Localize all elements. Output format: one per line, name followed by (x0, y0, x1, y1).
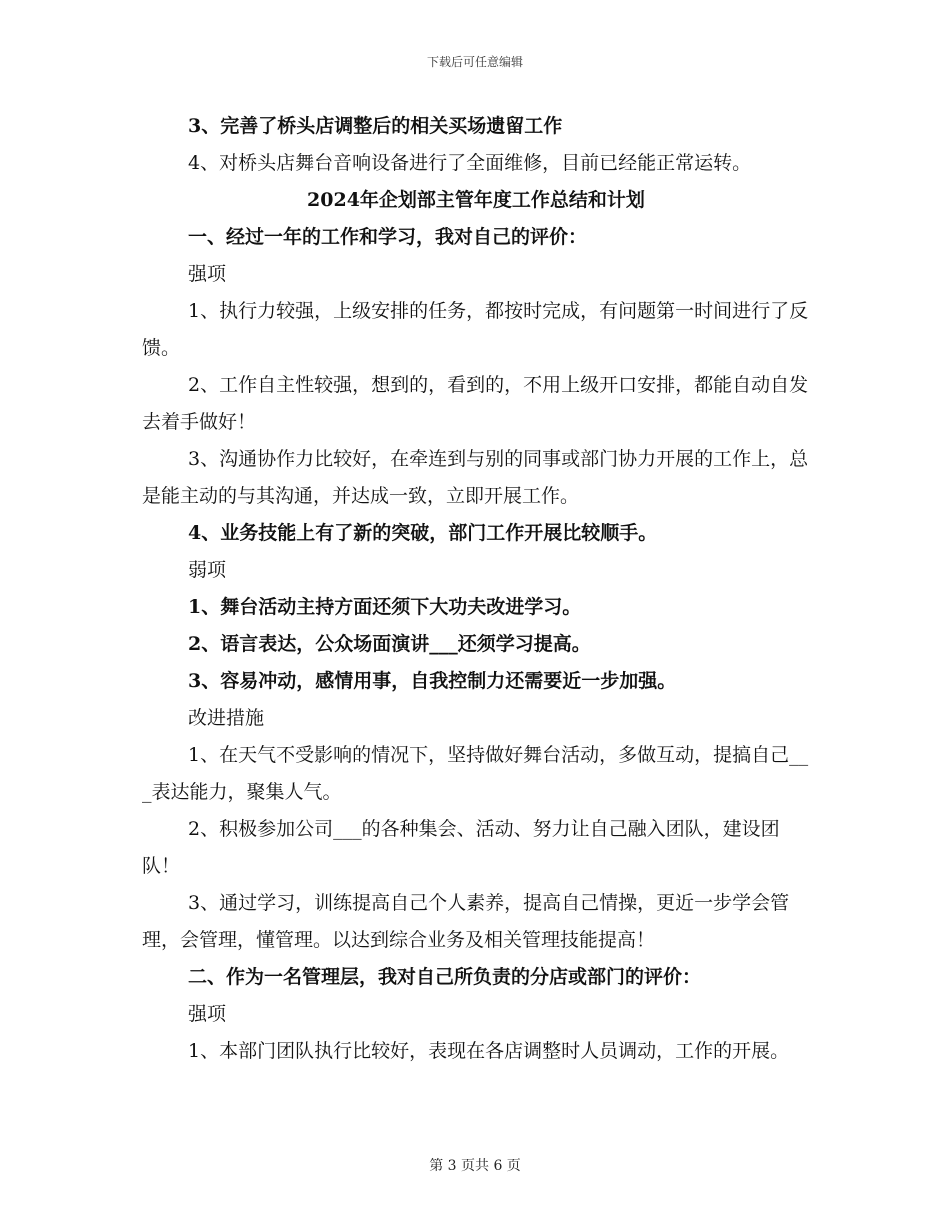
heading: 二、作为一名管理层，我对自己所负责的分店或部门的评价： (188, 966, 702, 988)
paragraph: 2、工作自主性较强，想到的，看到的，不用上级开口安排，都能自动自发去着手做好！ (142, 374, 809, 433)
paragraph: 1、本部门团队执行比较好，表现在各店调整时人员调动，工作的开展。 (188, 1040, 790, 1062)
paragraph: 3、完善了桥头店调整后的相关买场遗留工作 (188, 115, 563, 137)
paragraph: 1、执行力较强，上级安排的任务，都按时完成，有问题第一时间进行了反馈。 (142, 300, 809, 359)
paragraph: 4、对桥头店舞台音响设备进行了全面维修，目前已经能正常运转。 (188, 152, 752, 174)
paragraph: 3、容易冲动，感情用事，自我控制力还需要近一步加强。 (188, 670, 677, 692)
subheading: 弱项 (188, 559, 227, 581)
paragraph: 2、积极参加公司___的各种集会、活动、努力让自己融入团队，建设团队！ (142, 818, 780, 877)
paragraph: 1、在天气不受影响的情况下，坚持做好舞台活动，多做互动，提搞自己___表达能力，聚集人气。 (142, 744, 809, 803)
subheading: 强项 (188, 263, 227, 285)
paragraph: 3、通过学习，训练提高自己个人素养，提高自己情操，更近一步学会管理，会管理，懂管理。以达到综合业务及相关管理技能提高！ (142, 892, 790, 951)
document-body (142, 108, 810, 1070)
subheading: 强项 (188, 1003, 227, 1025)
paragraph: 4、业务技能上有了新的突破，部门工作开展比较顺手。 (188, 522, 658, 544)
paragraph: 1、舞台活动主持方面还须下大功夫改进学习。 (188, 596, 582, 618)
subheading: 改进措施 (188, 707, 265, 729)
heading: 一、经过一年的工作和学习，我对自己的评价： (188, 226, 588, 248)
section-title: 2024年企划部主管年度工作总结和计划 (307, 189, 645, 211)
paragraph: 2、语言表达，公众场面演讲___还须学习提高。 (188, 633, 591, 655)
page-header: 下载后可任意编辑 (426, 55, 523, 69)
paragraph: 3、沟通协作力比较好，在牵连到与别的同事或部门协力开展的工作上，总是能主动的与其沟通，并达成一致，立即开展工作。 (142, 448, 809, 507)
page-footer: 第 3 页共 6 页 (429, 1158, 521, 1174)
